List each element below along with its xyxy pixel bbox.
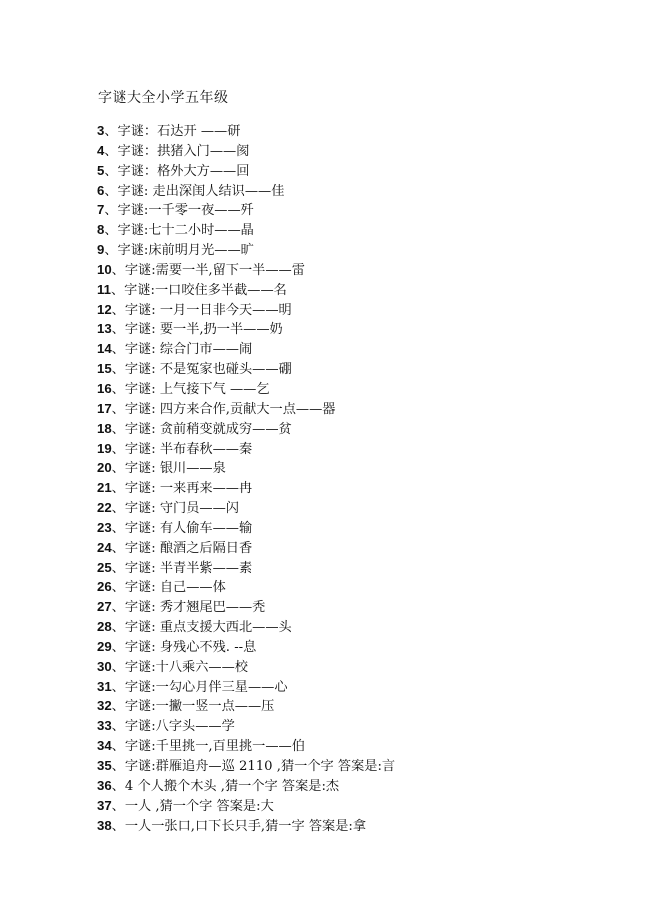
riddle-number: 12 xyxy=(97,301,112,317)
riddle-text: 、字谜: 重点支援大西北——头 xyxy=(111,620,292,636)
riddle-item xyxy=(97,736,395,756)
riddle-item xyxy=(97,577,395,597)
riddle-item xyxy=(97,637,395,657)
riddle-item xyxy=(97,379,395,399)
riddle-number: 29 xyxy=(97,638,112,654)
riddle-number: 5 xyxy=(97,162,105,178)
riddle-item xyxy=(97,478,395,498)
riddle-item xyxy=(97,657,395,677)
riddle-number: 30 xyxy=(97,658,112,674)
riddle-item xyxy=(97,518,395,538)
riddle-text: 、字谜:群雁追舟—巡 2110 ,猜一个字 答案是:言 xyxy=(111,759,396,774)
riddle-number: 3 xyxy=(97,123,105,138)
riddle-item xyxy=(97,220,395,240)
riddle-text: 、4 个人搬个木头 ,猜一个字 答案是:杰 xyxy=(111,778,340,794)
riddle-text: 、字谜:十八乘六——校 xyxy=(111,659,248,675)
riddle-number: 9 xyxy=(97,242,105,258)
riddle-number: 11 xyxy=(97,281,111,297)
riddle-text: 、字谜: 银川——泉 xyxy=(111,461,226,477)
riddle-item xyxy=(97,240,395,260)
riddle-item xyxy=(97,419,395,439)
riddle-number: 14 xyxy=(97,341,112,357)
riddle-text: 、字谜：拱猪入门——阂 xyxy=(104,143,250,159)
riddle-text: 、字谜: 半青半紫——素 xyxy=(111,560,253,576)
riddle-item xyxy=(97,538,395,558)
riddle-item xyxy=(97,319,395,339)
riddle-number: 10 xyxy=(97,261,112,277)
riddle-number: 36 xyxy=(97,777,112,793)
riddle-text: 、字谜:八字头——学 xyxy=(111,719,235,735)
riddle-number: 33 xyxy=(97,718,112,734)
riddle-text: 、字谜:千里挑一,百里挑一——伯 xyxy=(111,739,305,755)
riddle-item xyxy=(97,677,395,697)
riddle-item xyxy=(97,280,395,300)
riddle-item xyxy=(97,816,395,836)
riddle-text: 、字谜：石达开 ——研 xyxy=(104,124,241,139)
riddle-item xyxy=(97,300,395,320)
riddle-number: 4 xyxy=(97,142,105,158)
riddle-text: 、字谜: 四方来合作,贡献大一点——器 xyxy=(111,401,336,417)
riddle-text: 、字谜:七十二小时——晶 xyxy=(104,223,254,239)
riddle-text: 、字谜: 自己——体 xyxy=(111,580,226,596)
riddle-text: 、一人一张口,口下长只手,猜一字 答案是:拿 xyxy=(111,818,367,834)
riddle-text: 、字谜: 要一半,扔一半——奶 xyxy=(111,322,283,338)
riddle-text: 、字谜：格外大方——回 xyxy=(104,163,250,179)
riddle-item xyxy=(97,439,395,459)
riddle-text: 、字谜:一撇一竖一点——压 xyxy=(111,699,275,715)
riddle-item xyxy=(97,200,395,220)
riddle-text: 、字谜: 守门员——闪 xyxy=(111,501,239,517)
riddle-text: 、字谜:床前明月光——旷 xyxy=(104,243,254,259)
riddle-item xyxy=(97,121,395,141)
riddle-item xyxy=(97,399,395,419)
riddle-text: 、字谜:一口咬住多半截——名 xyxy=(110,282,287,298)
riddle-text: 、字谜: 综合门市——闹 xyxy=(111,342,253,358)
riddle-item xyxy=(97,696,395,716)
riddle-text: 、字谜:一勾心月伴三星——心 xyxy=(111,679,288,695)
riddle-number: 38 xyxy=(97,817,112,833)
riddle-text: 、字谜: 不是冤家也碰头——硼 xyxy=(111,362,292,378)
riddle-text: 、字谜: 贪前稍变就成穷——贫 xyxy=(111,421,292,437)
riddle-text: 、字谜: 秀才翘尾巴——秃 xyxy=(111,600,266,616)
riddle-number: 24 xyxy=(97,539,112,555)
riddle-number: 23 xyxy=(97,519,112,535)
riddle-number: 19 xyxy=(97,440,112,456)
riddle-item xyxy=(97,597,395,617)
riddle-text: 、字谜:一千零一夜——歼 xyxy=(104,203,254,219)
riddle-number: 18 xyxy=(97,420,112,436)
riddle-item xyxy=(97,558,395,578)
riddle-number: 34 xyxy=(97,738,112,754)
riddle-text: 、字谜: 半布春秋——秦 xyxy=(111,441,253,457)
riddle-item xyxy=(97,716,395,736)
riddle-item xyxy=(97,498,395,518)
riddle-number: 26 xyxy=(97,579,112,595)
riddle-text: 、字谜: 有人偷车——输 xyxy=(111,520,253,536)
riddle-number: 13 xyxy=(97,321,112,337)
riddle-item xyxy=(97,260,395,280)
riddle-text: 、字谜:需要一半,留下一半——雷 xyxy=(111,262,305,278)
riddle-item xyxy=(97,617,395,637)
riddle-number: 27 xyxy=(97,599,112,615)
riddle-text: 、字谜: 酿酒之后隔日香 xyxy=(111,540,253,556)
riddle-number: 16 xyxy=(97,380,112,396)
riddle-text: 、字谜: 一来再来——冉 xyxy=(111,481,253,497)
riddle-number: 6 xyxy=(97,182,105,198)
riddle-item xyxy=(97,181,395,201)
riddle-text: 、一人 ,猜一个字 答案是:大 xyxy=(111,798,274,814)
riddle-item xyxy=(97,756,395,776)
riddle-item xyxy=(97,161,395,181)
riddle-number: 35 xyxy=(97,758,112,773)
riddle-item xyxy=(97,359,395,379)
riddle-number: 8 xyxy=(97,222,105,238)
riddle-number: 31 xyxy=(97,678,112,694)
riddle-number: 15 xyxy=(97,361,112,377)
riddle-item xyxy=(97,776,395,796)
riddle-number: 7 xyxy=(97,202,105,218)
riddle-text: 、字谜: 身残心不残. --息 xyxy=(111,639,257,655)
riddle-text: 、字谜: 一月一日非今天——明 xyxy=(111,302,292,318)
riddle-number: 17 xyxy=(97,400,112,416)
riddle-item xyxy=(97,141,395,161)
riddle-number: 22 xyxy=(97,500,112,516)
riddle-text: 、字谜: 上气接下气 ——乞 xyxy=(111,381,270,397)
riddle-number: 20 xyxy=(97,460,112,476)
riddle-number: 32 xyxy=(97,698,112,714)
riddle-number: 21 xyxy=(97,480,112,496)
riddle-item xyxy=(97,796,395,816)
riddle-item xyxy=(97,458,395,478)
riddle-item xyxy=(97,339,395,359)
riddle-list xyxy=(97,121,395,835)
document-title: 字谜大全小学五年级 xyxy=(98,90,229,106)
riddle-number: 28 xyxy=(97,619,112,635)
riddle-number: 37 xyxy=(97,797,112,813)
riddle-number: 25 xyxy=(97,559,112,575)
riddle-text: 、字谜: 走出深闺人结识——佳 xyxy=(104,183,285,199)
